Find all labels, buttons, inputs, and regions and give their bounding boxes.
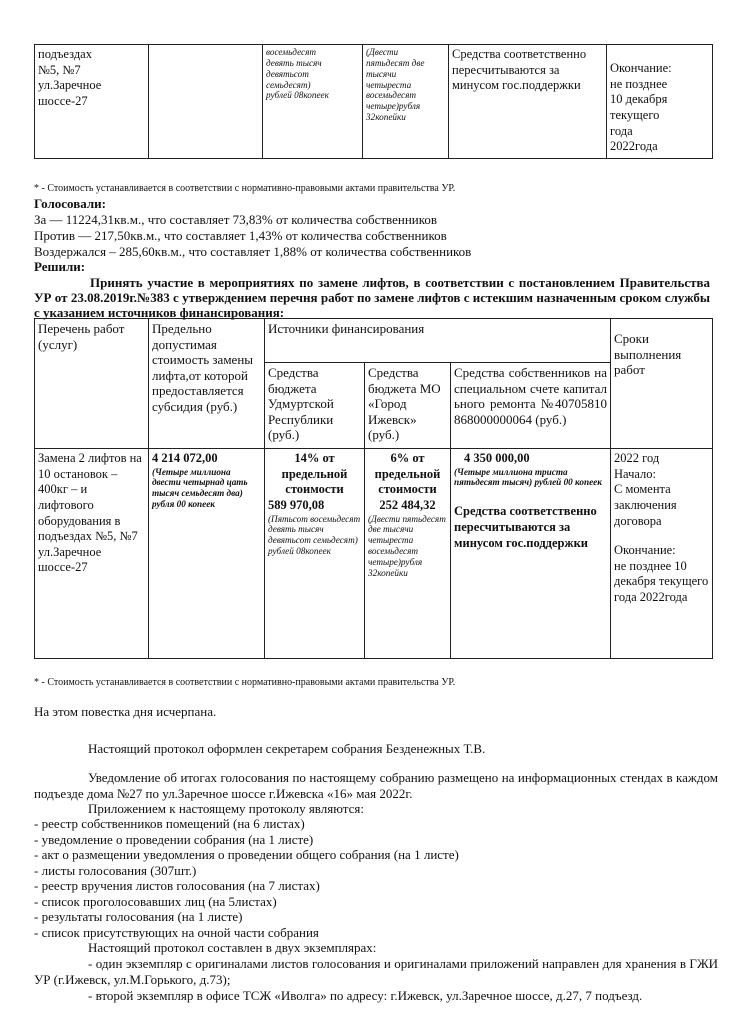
top-terms-line: Окончание: — [610, 61, 672, 75]
header-works: Перечень работ (услуг) — [35, 319, 149, 449]
row-mo — [365, 449, 451, 659]
row-owners — [451, 449, 611, 659]
top-mo-words-line: тысячи — [366, 68, 397, 79]
top-terms-line: 2022года — [610, 139, 658, 154]
appendix-item: - акт о размещении уведомления о проведении общего собрания (на 1 листе) — [34, 847, 459, 862]
top-mo-words-line: четыре)рубля — [366, 101, 421, 112]
top-table — [34, 44, 713, 159]
terms-start-text: С момента заключения договора — [614, 482, 677, 528]
mo-words: (Двести пятьдесят две тысячи четыреста восемьдесят четыре)рубля 32копейки — [368, 513, 446, 578]
appendix-item: - листы голосования (307шт.) — [34, 862, 197, 878]
owners-words: (Четыре миллиона триста пятьдесят тысяч) рублей 00 копеек — [454, 466, 602, 488]
mo-percent: 6% от предельной стоимости — [374, 451, 441, 497]
appendix-item: - реестр собственников помещений (на 6 листах) — [34, 816, 305, 831]
appendix-title: Приложением к настоящему протоколу являются: — [88, 801, 364, 816]
decision-text: Принять участие в мероприятиях по замене лифтов, в соответствии с постановлением Правительства УР от 23.08.2019г.№383 с утверждением перечня работ по замене лифтов с истекшим назначенным сроком службы с указанием источников финансирования: — [34, 275, 710, 320]
row-ur — [265, 449, 365, 659]
top-works-line: подъездах — [38, 47, 92, 61]
top-col-works — [35, 45, 149, 159]
header-owners-funds: Средства собственников на специальном счете капитального ремонта №40705810868000000064 (руб.) — [451, 363, 611, 449]
top-mo-words-line: восемьдесят — [366, 90, 417, 101]
ur-percent: 14% от предельной стоимости — [281, 451, 348, 497]
appendix-list — [34, 816, 459, 940]
copy-1: - один экземпляр с оригиналами листов голосования и оригиналами приложений направлен для хранения в ГЖИ УР (г.Ижевск, ул.М.Горького, д.73); — [34, 956, 718, 987]
vote-against: Против — 217,50кв.м., что составляет 1,43% от количества собственников — [34, 228, 447, 243]
top-works-line: шоссе-27 — [38, 93, 88, 108]
ur-value: 589 970,08 — [268, 497, 325, 512]
top-ur-words-line: семьдесят) — [266, 79, 311, 90]
appendix-item: - уведомление о проведении собрания (на 1 листе) — [34, 831, 314, 847]
top-terms-line: года — [610, 123, 633, 138]
row-works: Замена 2 лифтов на 10 остановок – 400кг – и лифтового оборудования в подъездах №5, №7 ул.Заречное шоссе-27 — [35, 449, 149, 659]
top-ur-words-line: девять тысяч — [266, 57, 322, 68]
appendix-item: - результаты голосования (на 1 листе) — [34, 909, 243, 924]
top-col-mo — [363, 45, 449, 159]
top-mo-words-line: четыреста — [366, 79, 412, 90]
financing-table — [34, 318, 713, 659]
terms-start: Начало: — [614, 466, 656, 481]
top-ur-words-line: восемьдесят — [266, 47, 317, 57]
top-ur-words-line: рублей 08копеек — [266, 90, 329, 101]
header-cost: Предельно допустимая стоимость замены лифта,от которой предоставляется субсидия (руб.) — [149, 319, 265, 449]
appendix-item: - реестр вручения листов голосования (на 7 листах) — [34, 878, 320, 893]
top-terms-line: не позднее — [610, 76, 668, 91]
owners-value: 4 350 000,00 — [464, 451, 530, 465]
cost-value: 4 214 072,00 — [152, 451, 218, 465]
header-terms: Сроки выполнения работ — [611, 319, 713, 449]
notice-text: Уведомление об итогах голосования по настоящему собранию размещено на информационных стендах в каждом подъезде дома №27 по ул.Заречное шоссе г.Ижевска «16» мая 2022г. — [34, 770, 718, 801]
decided-title: Решили: — [34, 259, 86, 274]
top-terms-line: текущего — [610, 107, 660, 122]
voting-title: Голосовали: — [34, 196, 106, 211]
top-col-cost — [149, 45, 263, 159]
top-col-ur — [263, 45, 363, 159]
top-works-line: №5, №7 — [38, 62, 81, 77]
top-works-line: ул.Заречное — [38, 78, 102, 93]
row-terms — [611, 449, 713, 659]
top-mo-words-line: 32копейки — [366, 112, 406, 123]
secretary-line: Настоящий протокол оформлен секретарем собрания Безденежных Т.В. — [88, 741, 486, 756]
copies-title: Настоящий протокол составлен в двух экземплярах: — [88, 940, 377, 955]
appendix-item: - список проголосовавших лиц (на 5листах) — [34, 893, 277, 909]
top-terms-line: 10 декабря — [610, 92, 668, 107]
row-cost — [149, 449, 265, 659]
ur-words: (Пятьсот восемьдесят девять тысяч девятьсот семьдесят) рублей 08копеек — [268, 513, 361, 557]
footnote-2: * - Стоимость устанавливается в соответствии с нормативно-правовыми актами правительства УР. — [34, 677, 456, 688]
top-col-terms — [607, 45, 713, 159]
terms-year: 2022 год — [614, 451, 660, 465]
top-mo-words-line: (Двести — [366, 47, 399, 57]
owners-note: Средства соответственно пересчитываются за минусом гос.поддержки — [454, 504, 597, 550]
top-mo-words-line: пятьдесят две — [366, 57, 425, 68]
header-mo-budget: Средства бюджета МО «Город Ижевск» (руб.) — [365, 363, 451, 449]
header-ur-budget: Средства бюджета Удмуртской Республики (руб.) — [265, 363, 365, 449]
terms-end: Окончание: — [614, 543, 676, 558]
vote-abstain: Воздержался – 285,60кв.м., что составляет 1,88% от количества собственников — [34, 244, 472, 259]
agenda-done: На этом повестка дня исчерпана. — [34, 704, 217, 719]
vote-for: За — 11224,31кв.м., что составляет 73,83% от количества собственников — [34, 212, 438, 227]
footnote-1: * - Стоимость устанавливается в соответствии с нормативно-правовыми актами правительства УР. — [34, 183, 456, 194]
mo-value: 252 484,32 — [379, 497, 436, 512]
top-col-owners: Средства соответственно пересчитываются за минусом гос.поддержки — [449, 45, 607, 159]
top-ur-words-line: девятьсот — [266, 68, 309, 79]
terms-end-text: не позднее 10 декабря текущего года 2022года — [614, 558, 709, 604]
copy-2: - второй экземпляр в офисе ТСЖ «Иволга» по адресу: г.Ижевск, ул.Заречное шоссе, д.27, 7 подъезд. — [88, 988, 643, 1003]
appendix-item: - список присутствующих на очной части собрания — [34, 924, 319, 940]
cost-words: (Четыре миллиона двести четырнад цать тысяч семьдесят два) рубля 00 копеек — [152, 466, 248, 510]
header-sources: Источники финансирования — [265, 319, 611, 363]
